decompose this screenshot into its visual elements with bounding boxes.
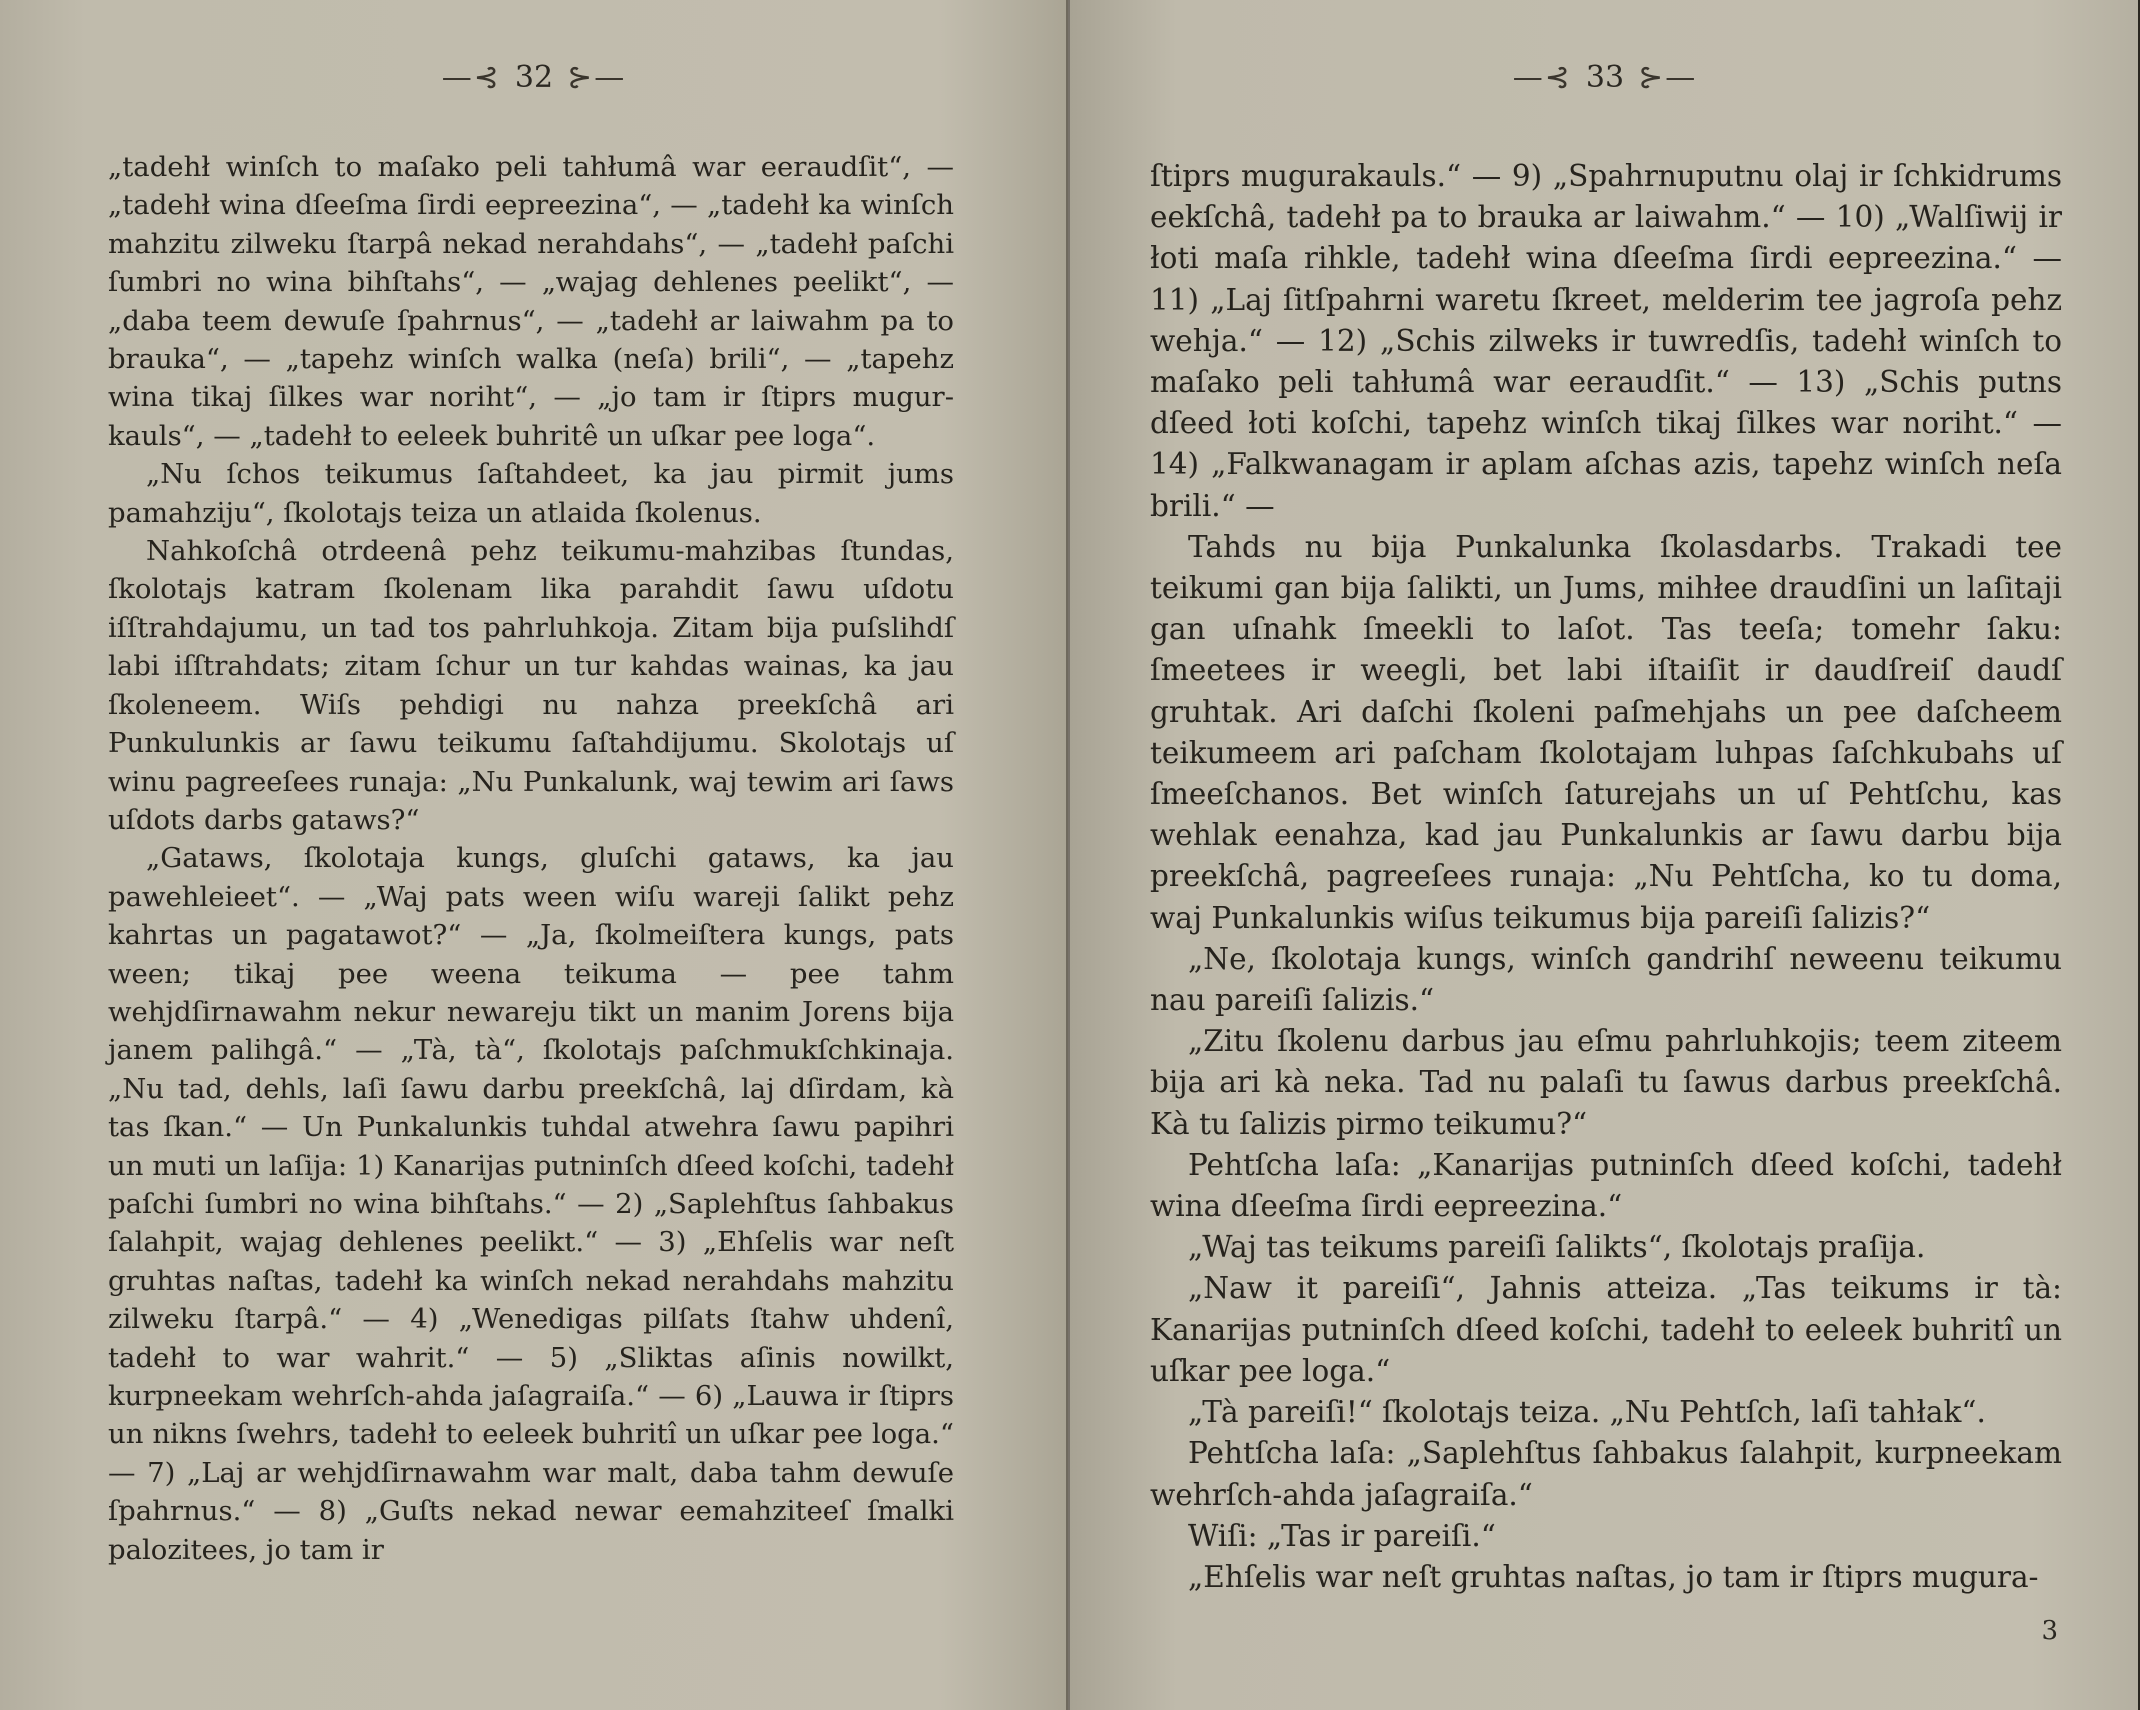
header-ornament-right: ⊱— <box>567 60 627 95</box>
paragraph: Wiſi: „Tas ir pareiſi.“ <box>1188 1518 1496 1553</box>
paragraph: Pehtſcha laſa: „Saplehſtus ſahbakus ſalahpit, kurpneekam wehrſch-ahda jaſagraiſa.“ <box>1150 1436 2062 1512</box>
page-header <box>0 60 1068 95</box>
paragraph: „Tà pareiſi!“ ſkolotajs teiza. „Nu Pehtſch, laſi tahłak“. <box>1188 1395 1986 1430</box>
paragraph: „Gataws, ſkolotaja kungs, gluſchi gataws, ka jau pawehleieet“. — „Waj pats ween wiſu wareji ſalikt pehz kahrtas un pagatawot?“ — „Ja, ſkolmeiſtera kungs, pats ween; tikaj pee weena teikuma — pee tahm wehjdſirnawahm nekur newareju tikt un manim Jorens bija janem palihgâ.“ — „Tà, tà“, ſkolotajs paſchmukſchkinaja. „Nu tad, dehls, laſi ſawu darbu preekſchâ, laj dſirdam, kà tas ſkan.“ — Un Punkalunkis tuhdal atwehra ſawu papihri un muti un laſija: 1) Kanarijas putninſch dſeed koſchi, tadehł paſchi ſumbri no wina bihſtahs.“ — 2) „Saplehſtus ſahbakus ſalahpit, wajag dehlenes peelikt.“ — 3) „Ehſelis war neſt gruhtas naſtas, tadehł ka winſch nekad nerahdahs mahzitu zilweku ſtarpâ.“ — 4) „Wenedigas pilſats ſtahw uhdenî, tadehł to war wahrit.“ — 5) „Sliktas aſinis nowilkt, kurpneekam wehrſch-ahda jaſagraiſa.“ — 6) „Lauwa ir ſtiprs un nikns ſwehrs, tadehł to eeleek buhritî un uſkar pee loga.“ — 7) „Laj ar wehjdſirnawahm war malt, daba tahm dewuſe ſpahrnus.“ — 8) „Guſts nekad newar eemahziteeſ ſmalki palozitees, jo tam ir <box>108 842 954 1566</box>
paragraph: Pehtſcha laſa: „Kanarijas putninſch dſeed koſchi, tadehł wina dſeeſma ſirdi eepreezina.“ <box>1150 1147 2062 1224</box>
paragraph: ſtiprs mugurakauls.“ — 9) „Spahrnuputnu olaj ir ſchkidrums eekſchâ, tadehł pa to brauka ar laiwahm.“ — 10) „Walſiwij ir łoti maſa rihkle, tadehł wina dſeeſma ſirdi eepreezina.“ — 11) „Laj ſitſpahrni waretu ſkreet, melderim tee jagroſa pehz wehja.“ — 12) „Schis zilweks ir tuwredſis, tadehł winſch to maſako peli tahłumâ war eeraudſit.“ — 13) „Schis putns dſeed łoti koſchi, tapehz winſch tikaj ſilkes war noriht.“ — 14) „Falkwanagam ir aplam aſchas azis, tapehz winſch neſa brili.“ — <box>1150 159 2062 523</box>
paragraph: „Ehſelis war neſt gruhtas naſtas, jo tam ir ſtiprs mugura- <box>1188 1559 2039 1594</box>
paragraph: „Nu ſchos teikumus ſaſtahdeet, ka jau pirmit jums pamahziju“, ſkolotajs teiza un atlaida ſkolenus. <box>108 458 954 529</box>
page-header <box>1070 60 2138 95</box>
paragraph: „Zitu ſkolenu darbus jau eſmu pahrluhkojis; teem ziteem bija ari kà neka. Tad nu palaſi tu ſawus darbus preekſchâ. Kà tu ſalizis pirmo teikumu?“ <box>1150 1024 2062 1141</box>
left-page <box>0 0 1068 1710</box>
paragraph: „Waj tas teikums pareiſi ſalikts“, ſkolotajs praſija. <box>1188 1230 1926 1265</box>
page-body <box>1150 156 2062 1598</box>
page-number: 33 <box>1585 60 1625 95</box>
signature-mark: 3 <box>2041 1616 2058 1646</box>
header-ornament-right: ⊱— <box>1638 60 1698 95</box>
paragraph: „Ne, ſkolotaja kungs, winſch gandrihſ neweenu teikumu nau pareiſi ſalizis.“ <box>1150 941 2062 1018</box>
header-ornament-left: —⊰ <box>441 60 501 95</box>
page-number: 32 <box>514 60 554 95</box>
paragraph: „Naw it pareiſi“, Jahnis atteiza. „Tas teikums ir tà: Kanarijas putninſch dſeed koſchi, tadehł to eeleek buhritî un uſkar pee loga.“ <box>1150 1271 2062 1388</box>
right-page <box>1068 0 2138 1710</box>
page-body <box>108 148 954 1569</box>
header-ornament-left: —⊰ <box>1512 60 1572 95</box>
paragraph: Nahkoſchâ otrdeenâ pehz teikumu-mahzibas ſtundas, ſkolotajs katram ſkolenam lika parahdit ſawu uſdotu iſſtrahdajumu, un tad tos pahrluhkoja. Zitam bija puſslihdſ labi iſſtrahdats; zitam ſchur un tur kahdas wainas, ka jau ſkoleneem. Wiſs pehdigi nu nahza preekſchâ ari Punkulunkis ar ſawu teikumu ſaſtahdijumu. Skolotajs uſ winu pagreeſees runaja: „Nu Punkalunk, waj tewim ari ſaws uſdots darbs gataws?“ <box>108 535 954 836</box>
paragraph: Tahds nu bija Punkalunka ſkolasdarbs. Trakadi tee teikumi gan bija ſalikti, un Jums, mihłee draudſini un laſitaji gan uſnahk ſmeekli to laſot. Tas teeſa; tomehr ſaku: ſmeetees ir weegli, bet labi iſtaiſit ir daudſreiſ daudſ gruhtak. Ari daſchi ſkoleni paſmehjahs un pee daſcheem teikumeem ari paſcham ſkolotajam luhpas ſaſchkubahs uſ ſmeeſchanos. Bet winſch ſaturejahs un uſ Pehtſchu, kas wehlak eenahza, kad jau Punkalunkis ar ſawu darbu bija preekſchâ, pagreeſees runaja: „Nu Pehtſcha, ko tu doma, waj Punkalunkis wiſus teikumus bija pareiſi ſalizis?“ <box>1150 529 2062 935</box>
paragraph: „tadehł winſch to maſako peli tahłumâ war eeraudſit“, — „tadehł wina dſeeſma ſirdi eepreezina“, — „tadehł ka winſch mahzitu zilweku ſtarpâ nekad nerahdahs“, — „tadehł paſchi ſumbri no wina bihſtahs“, — „wajag dehlenes peelikt“, — „daba teem dewuſe ſpahrnus“, — „tadehł ar laiwahm pa to brauka“, — „tapehz winſch walka (neſa) brili“, — „tapehz wina tikaj ſilkes war noriht“, — „jo tam ir ſtiprs mugur-kauls“, — „tadehł to eeleek buhritê un uſkar pee loga“. <box>108 151 954 452</box>
